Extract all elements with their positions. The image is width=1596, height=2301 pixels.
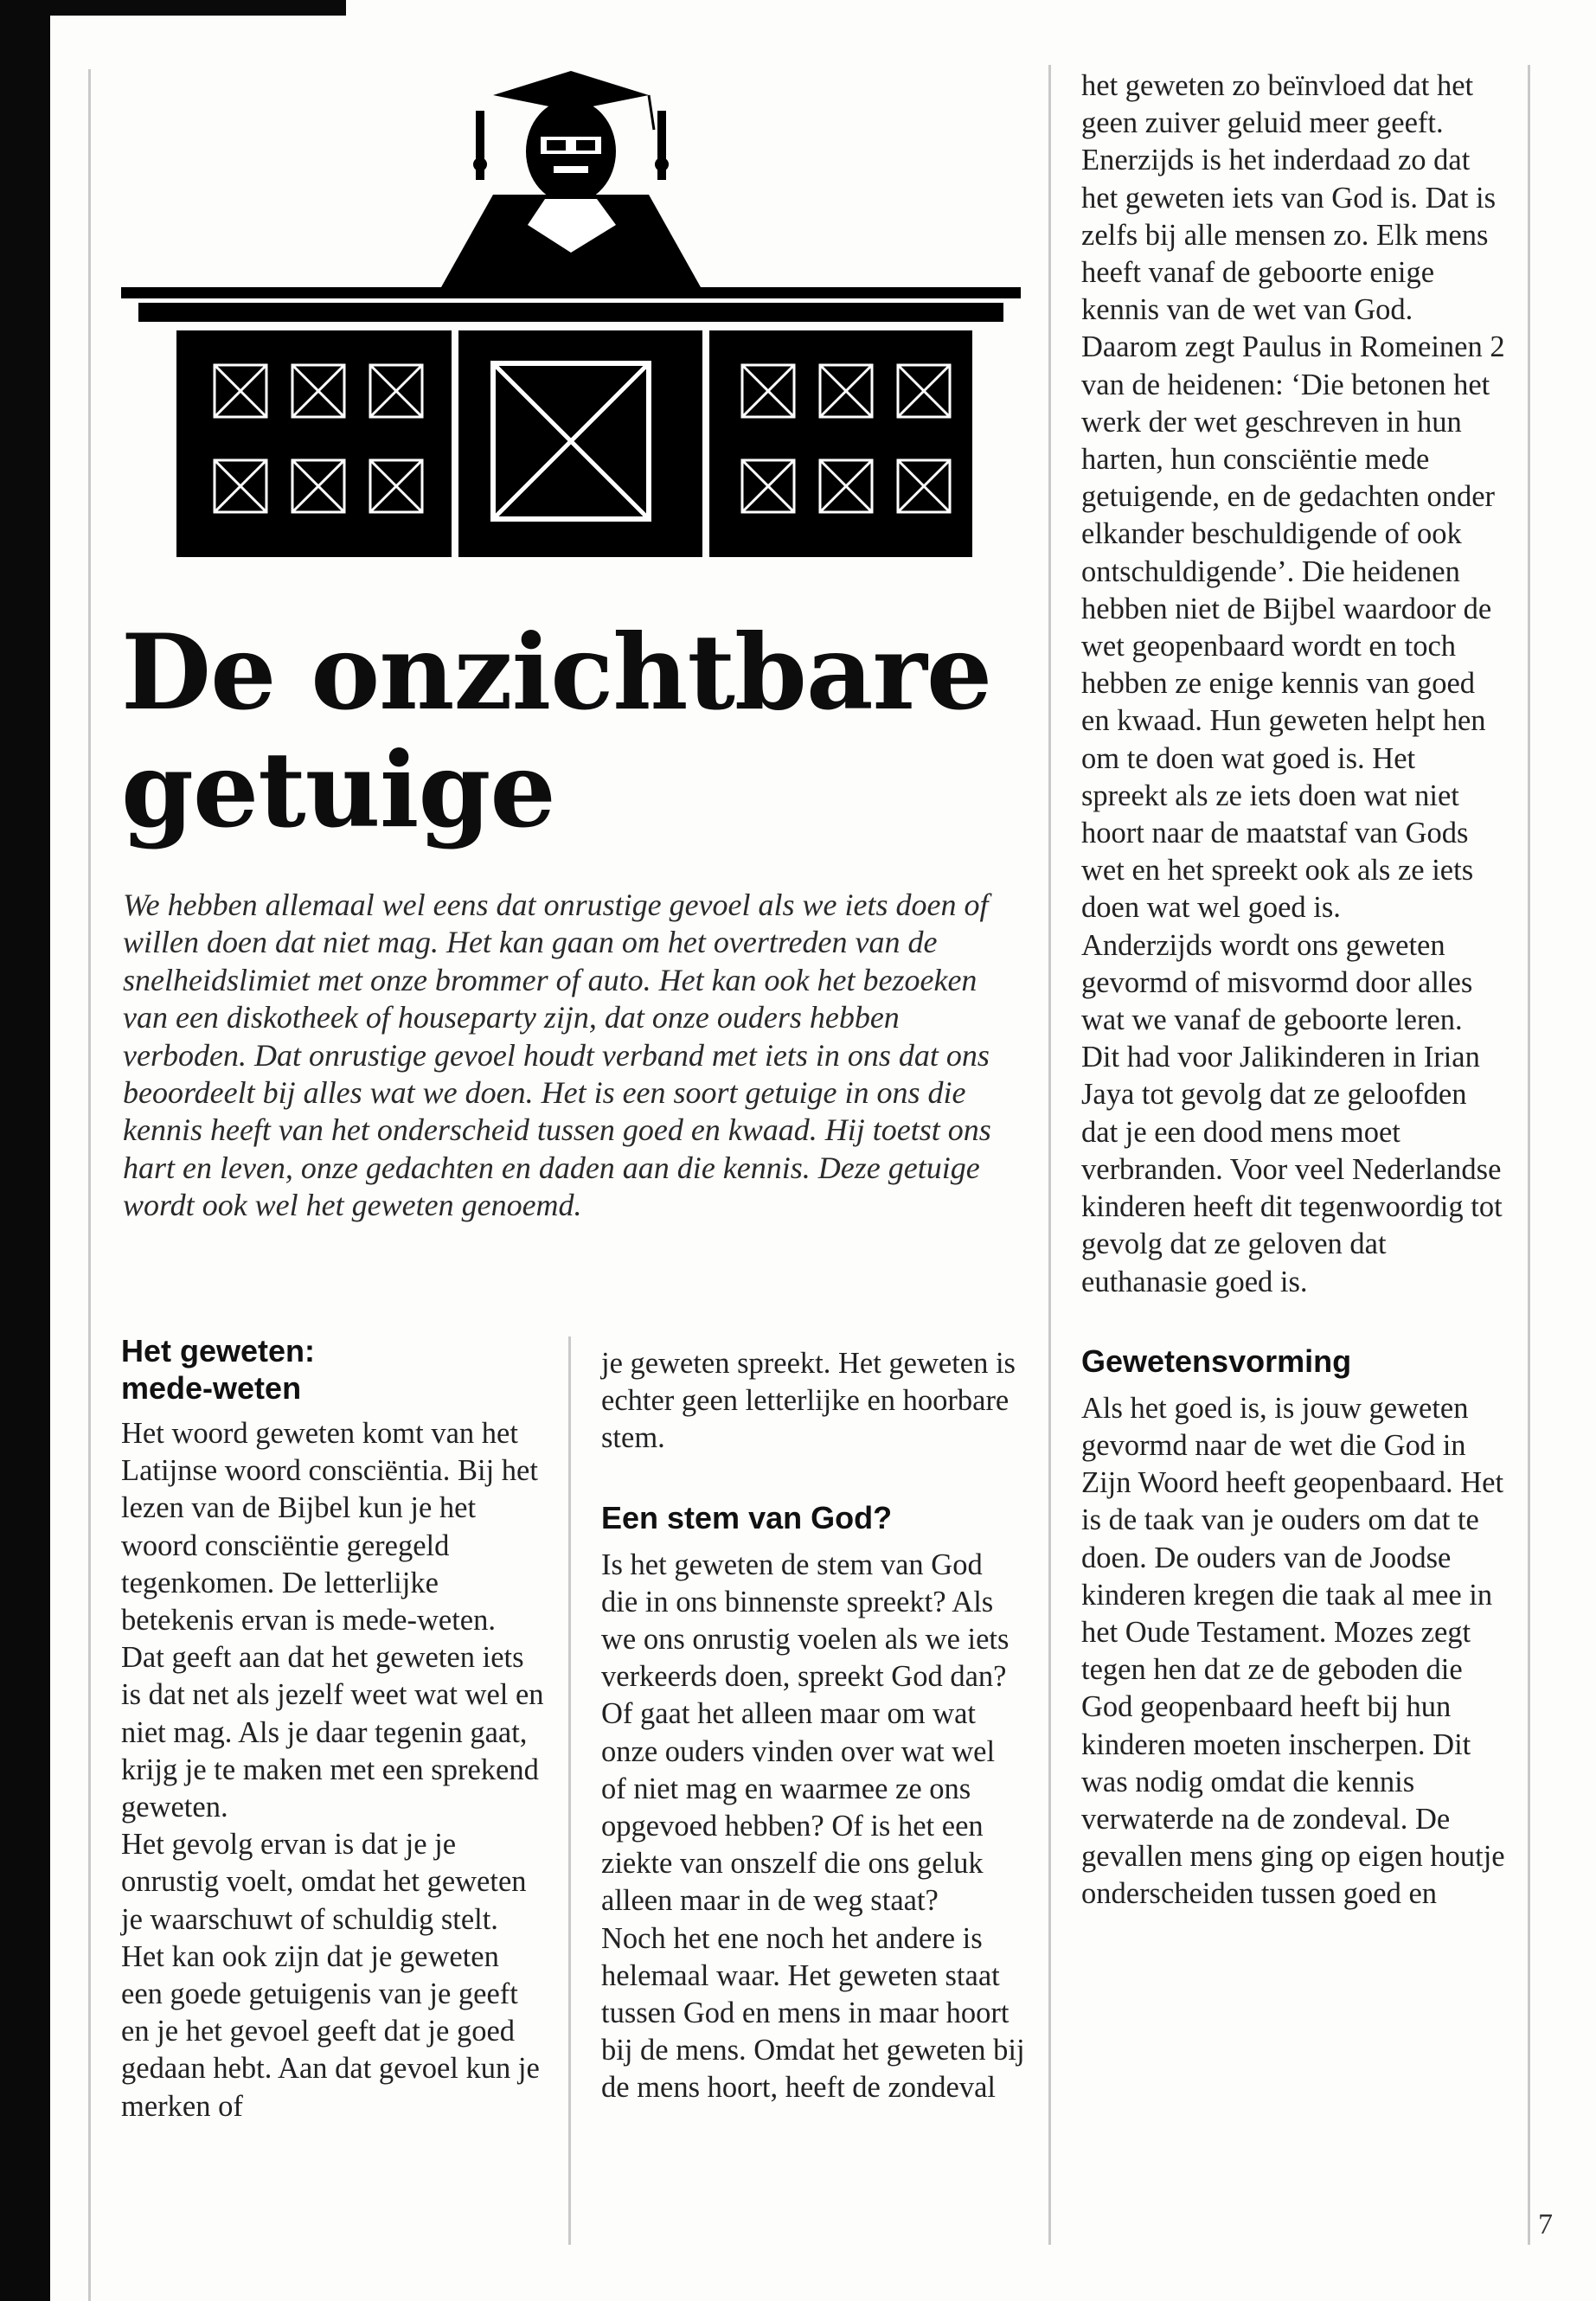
paragraph: Dat geeft aan dat het geweten iets is dat net als jezelf weet wat wel en niet mag. Als je daar tegenin gaat, krijg je te maken met een sprekend geweten. [121, 1641, 544, 1824]
text-column-3 [1081, 67, 1505, 1913]
heading-line-1: Het geweten: [121, 1333, 316, 1368]
paragraph: Anderzijds wordt ons geweten gevormd of misvormd door alles wat we vanaf de geboorte leren. Dit had voor Jalikinderen in Irian Jaya tot gevolg dat ze geloofden dat je een dood mens moet verbranden. Voor veel Nederlandse kinderen heeft dit tegenwoordig tot gevolg dat ze geloven dat euthanasie goed is. [1081, 928, 1503, 1298]
title-line-1: De onzichtbare [121, 612, 992, 734]
paragraph: je geweten spreekt. Het geweten is echter geen letterlijke en hoorbare stem. [601, 1347, 1016, 1455]
paragraph: Het kan ook zijn dat je geweten een goede getuigenis van je geeft en je het gevoel geeft dat je goed gedaan hebt. Aan dat gevoel kun je merken of [121, 1939, 540, 2123]
page-number: 7 [1538, 2208, 1553, 2240]
column-divider-2 [1048, 65, 1051, 2245]
paragraph: Als het goed is, is jouw geweten gevormd naar de wet die God in Zijn Woord heeft geopenbaard. Het is de taak van je ouders om dat te doen. De ouders van de Joodse kinderen kregen die taak al mee in het Oude Testament. Mozes zegt tegen hen dat ze de geboden die God geopenbaard heeft bij hun kinderen moeten inscherpen. Dit was nodig omdat die kennis verwaterde na de zondeval. De gevallen mens ging op eigen houtje onderscheiden tussen goed en [1081, 1391, 1505, 1911]
paragraph: Enerzijds is het inderdaad zo dat het geweten iets van God is. Dat is zelfs bij alle mensen zo. Elk mens heeft vanaf de geboorte enige kennis van de wet van God. Daarom zegt Paulus in Romeinen 2 van de heidenen: ‘Die betonen het werk der wet geschreven in hun harten, hun consciëntie mede getuigende, en de gedachten onder elkander beschuldigende of ook ontschuldigende’. Die heidenen hebben niet de Bijbel waardoor de wet geopenbaard wordt en toch hebben ze enige kennis van goed en kwaad. Hun geweten helpt hen om te doen wat goed is. Het spreekt als ze iets doen wat niet hoort naar de maatstaf van Gods wet en het spreekt ook als ze iets doen wat wel goed is. [1081, 144, 1505, 925]
paragraph: het geweten zo beïnvloed dat het geen zuiver geluid meer geeft. [1081, 69, 1474, 140]
title-line-2: getuige [121, 729, 555, 851]
paragraph: Het gevolg ervan is dat je je onrustig voelt, omdat het geweten je waarschuwt of schuldig stelt. [121, 1828, 527, 1936]
section-heading-gewetensvorming: Gewetensvorming [1081, 1343, 1352, 1379]
paragraph: Noch het ene noch het andere is helemaal waar. Het geweten staat tussen God en mens in maar hoort bij de mens. Omdat het geweten bij de mens hoort, heeft de zondeval [601, 1921, 1025, 2105]
section-heading-geweten [121, 1332, 545, 1407]
paragraph: Het woord geweten komt van het Latijnse woord consciëntia. Bij het lezen van de Bijbel kun je het woord consciëntie geregeld tegenkomen. De letterlijke betekenis ervan is mede-weten. [121, 1417, 538, 1638]
scan-edge-left [0, 0, 50, 2301]
column-divider-1 [568, 1336, 571, 2245]
judge-at-bench-illustration [121, 69, 1021, 562]
right-margin-rule [1528, 65, 1530, 2245]
section-heading-stem-van-god: Een stem van God? [601, 1499, 893, 1535]
text-column-2 [601, 1345, 1025, 2107]
left-margin-rule [88, 69, 91, 2301]
paragraph: Is het geweten de stem van God die in ons binnenste spreekt? Als we ons onrustig voelen als we iets verkeerds doen, spreekt God dan? Of gaat het alleen maar om wat onze ouders vinden over wat wel of niet mag en waarmee ze ons opgevoed hebben? Of is het een ziekte van onszelf die ons geluk alleen maar in de weg staat? [601, 1548, 1010, 1918]
article-title [121, 614, 1029, 849]
scan-edge-top [0, 0, 346, 16]
article-intro: We hebben allemaal wel eens dat onrustige gevoel als we iets doen of willen doen dat niet mag. Het kan gaan om het overtreden van de snelheidslimiet met onze brommer of auto. Het kan ook het bezoeken van een diskotheek of houseparty zijn, dat onze ouders hebben verboden. Dat onrustige gevoel houdt verband met iets in ons dat ons beoordeelt bij alles wat we doen. Het is een soort getuige in ons die kennis heeft van het onderscheid tussen goed en kwaad. Hij toetst ons hart en leven, onze gedachten en daden aan die kennis. Deze getuige wordt ook wel het geweten genoemd. [123, 888, 991, 1223]
heading-line-2: mede-weten [121, 1370, 302, 1406]
text-column-1 [121, 1332, 545, 2125]
